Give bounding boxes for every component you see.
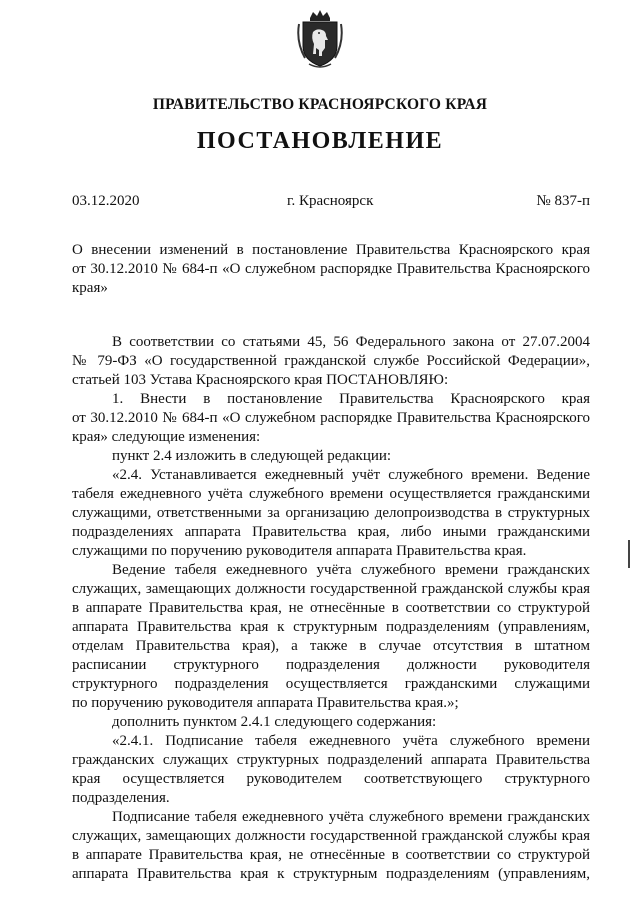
document-city: г. Красноярск — [287, 193, 374, 209]
document-subject — [72, 241, 590, 298]
document-date: 03.12.2020 — [72, 193, 140, 209]
government-name: ПРАВИТЕЛЬСТВО КРАСНОЯРСКОГО КРАЯ — [152, 96, 488, 113]
body-line: 1. Внести в постановление Правительства Красноярского края — [112, 391, 590, 407]
body-line: Подписание табеля ежедневного учёта служебного времени гражданских — [112, 809, 590, 825]
body-line: гражданских служащих структурных подразделений аппарата Правительства — [72, 752, 590, 768]
subject-line: от 30.12.2010 № 684-п «О служебном распорядке Правительства Красноярского — [72, 261, 590, 277]
body-line: В соответствии со статьями 45, 56 Федерального закона от 27.07.2004 — [112, 334, 590, 350]
subject-line: О внесении изменений в постановление Правительства Красноярского края — [72, 242, 590, 258]
body-line: расписании структурного подразделения должности руководителя — [72, 657, 590, 673]
body-line: служащих, замещающих должности государственной гражданской службы края — [72, 581, 590, 597]
body-line: пункт 2.4 изложить в следующей редакции: — [112, 448, 392, 464]
body-line: аппарата Правительства края к структурным подразделениям (управлениям, — [72, 866, 590, 882]
document-type-title: ПОСТАНОВЛЕНИЕ — [196, 128, 444, 154]
body-line: структурного подразделения осуществляется гражданскими служащими — [72, 676, 590, 692]
body-line: аппарата Правительства края к структурным подразделениям (управлениям, — [72, 619, 590, 635]
body-line: Ведение табеля ежедневного учёта служебного времени гражданских — [112, 562, 590, 578]
body-line: «2.4.1. Подписание табеля ежедневного учёта служебного времени — [112, 733, 590, 749]
body-line: дополнить пунктом 2.4.1 следующего содержания: — [112, 714, 437, 730]
body-line: служащими, ответственными за организацию делопроизводства в структурных — [72, 505, 590, 521]
body-line: от 30.12.2010 № 684-п «О служебном распорядке Правительства Красноярского — [72, 410, 590, 426]
body-line: подразделениях аппарата Правительства края, либо иными гражданскими — [72, 524, 590, 540]
body-line: «2.4. Устанавливается ежедневный учёт служебного времени. Ведение — [112, 467, 590, 483]
body-line: по поручению руководителя аппарата Правительства края.»; — [72, 695, 459, 711]
margin-mark — [628, 540, 630, 568]
coat-of-arms-icon — [295, 8, 345, 70]
body-line: края осуществляется руководителем соответствующего структурного — [72, 771, 590, 787]
document-meta — [72, 193, 590, 213]
body-line: № 79-ФЗ «О государственной гражданской службе Российской Федерации», — [72, 353, 590, 369]
body-line: в аппарате Правительства края, не отнесённые в соответствии со структурой — [72, 847, 590, 863]
body-line: в аппарате Правительства края, не отнесённые в соответствии со структурой — [72, 600, 590, 616]
body-line: табеля ежедневного учёта служебного времени осуществляется гражданскими — [72, 486, 590, 502]
subject-line: края» — [72, 280, 108, 296]
document-number: № 837-п — [536, 193, 590, 209]
body-line: отделам Правительства края), а также в случае отсутствия в штатном — [72, 638, 590, 654]
body-line: подразделения. — [72, 790, 170, 806]
document-body — [72, 333, 590, 884]
body-line: края» следующие изменения: — [72, 429, 261, 445]
body-line: статьей 103 Устава Красноярского края ПОСТАНОВЛЯЮ: — [72, 372, 449, 388]
body-line: служащих, замещающих должности государственной гражданской службы края — [72, 828, 590, 844]
body-line: служащими по поручению руководителя аппарата Правительства края. — [72, 543, 527, 559]
